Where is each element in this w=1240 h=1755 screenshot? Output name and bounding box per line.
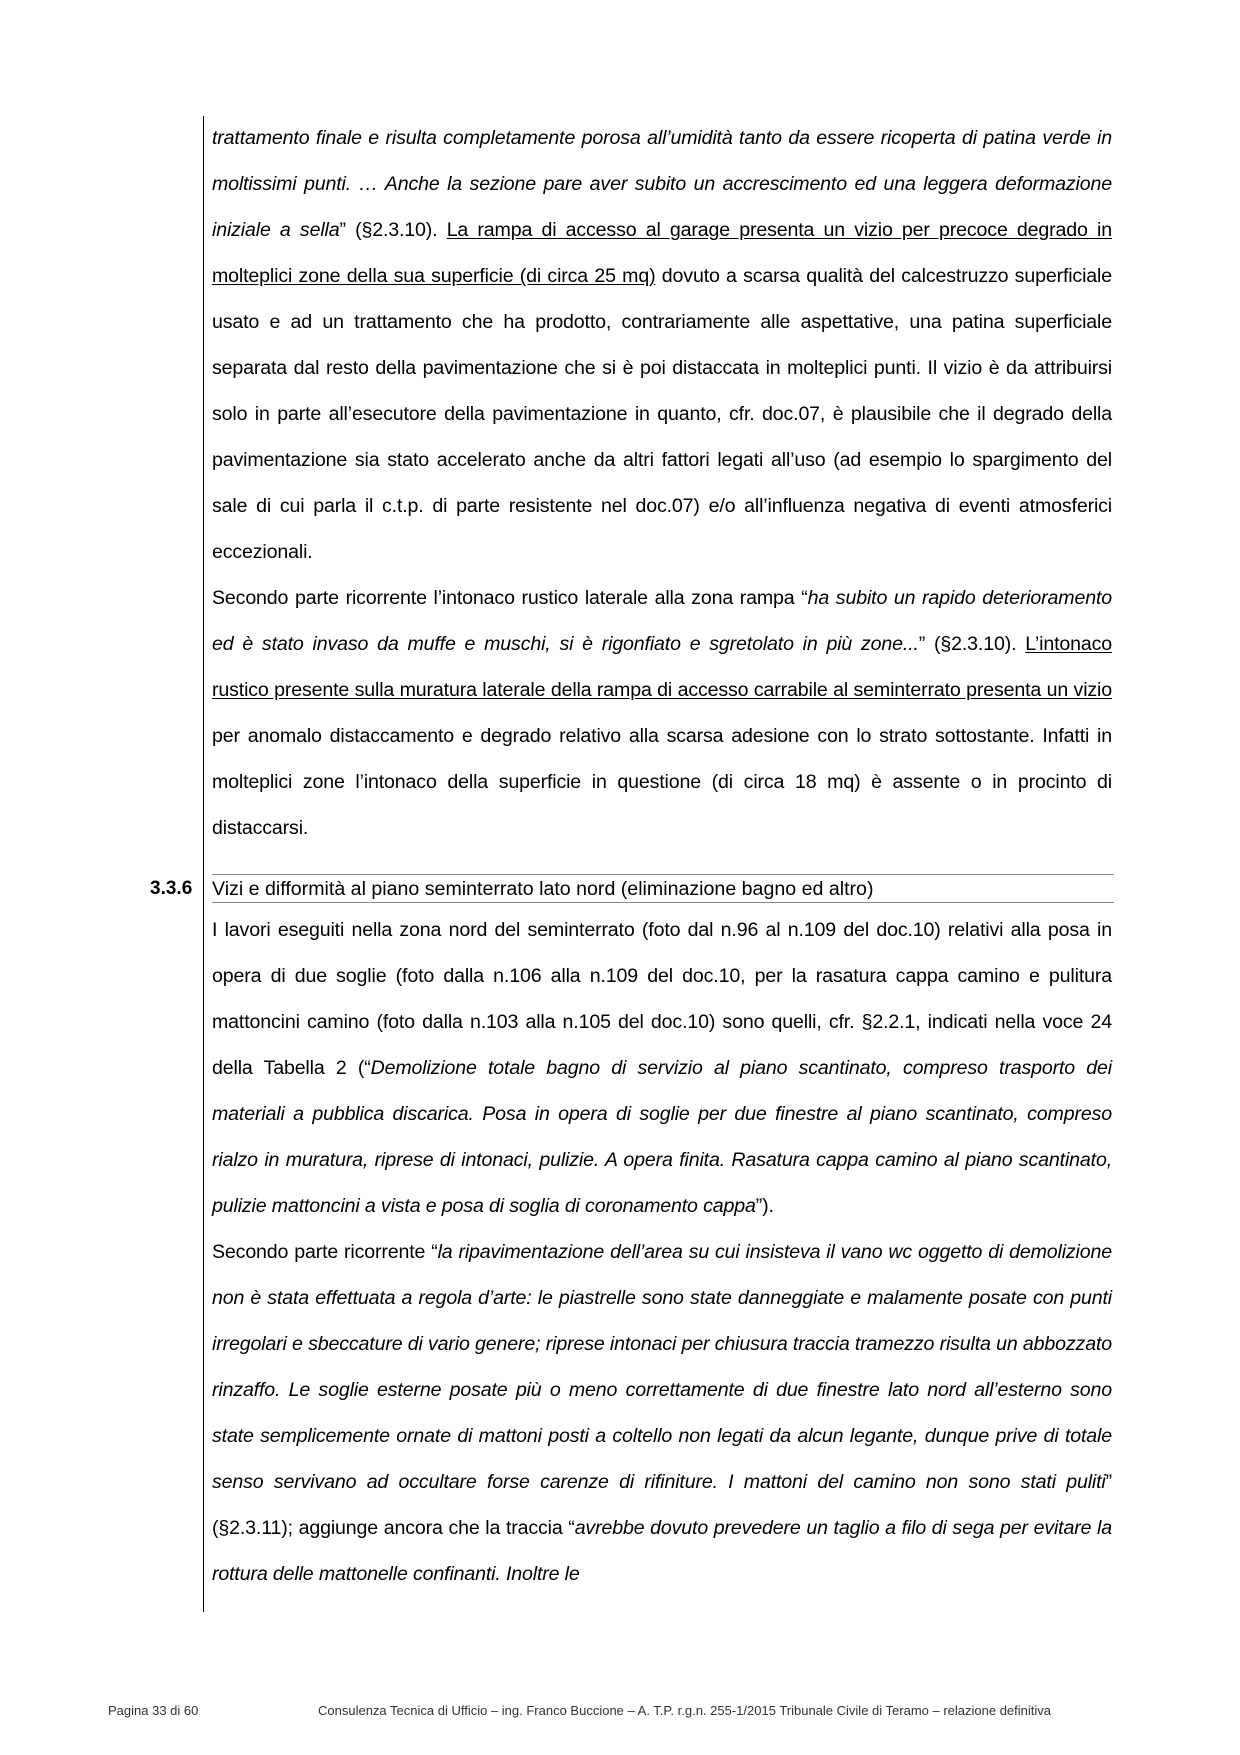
- footer-page-number: Pagina 33 di 60: [108, 1703, 199, 1718]
- quote-italic: ha subito un rapido deterioramento ed è stato invaso da muffe e muschi, si è rigonfiato e sgretolato in più zone...: [212, 587, 1113, 655]
- text-run: I lavori eseguiti nella zona nord del seminterrato (foto dal n.96 al n.109 del doc.10) relativi alla posa in opera di due soglie (foto dalla n.106 alla n.109 del doc.10, per la rasatura cappa camino e pulitura mattoncini camino (foto dalla n.103 alla n.105 del doc.10) sono quelli, cfr. §2.2.1, indicati nella voce 24 della Tabella 2 (“: [212, 919, 1112, 1079]
- section-rule-bottom: [212, 902, 1114, 903]
- paragraph-ricorrente: [212, 1229, 1112, 1597]
- text-run: ”).: [755, 1195, 774, 1217]
- text-run: Secondo parte ricorrente “: [212, 1241, 438, 1263]
- quote-italic: Demolizione totale bagno di servizio al piano scantinato, compreso trasporto dei materiali a pubblica discarica. Posa in opera di soglie per due finestre al piano scantinato, compreso rialzo in muratura, riprese di intonaci, pulizie. A opera finita. Rasatura cappa camino al piano scantinato, pulizie mattoncini a vista e posa di soglia di coronamento cappa: [212, 1057, 1112, 1217]
- footer-info: Consulenza Tecnica di Ufficio – ing. Franco Buccione – A. T.P. r.g.n. 255-1/2015 Tribunale Civile di Teramo – relazione definitiva: [318, 1703, 1052, 1718]
- section-rule-top: [212, 874, 1114, 875]
- underlined-statement: L’intonaco rustico presente sulla muratura laterale della rampa di accesso carrabile al seminterrato presenta un vizio: [212, 633, 1112, 701]
- paragraph-intonaco: [212, 575, 1112, 851]
- quote-italic: la ripavimentazione dell’area su cui insisteva il vano wc oggetto di demolizione non è stata effettuata a regola d’arte: le piastrelle sono state danneggiate e malamente posate con punti irregolari e sbeccature di vario genere; riprese intonaci per chiusura traccia tramezzo risulta un abbozzato rinzaffo. Le soglie esterne posate più o meno correttamente di due finestre lato nord all’esterno sono state semplicemente ornate di mattoni posti a coltello non legati da alcun legante, dunque prive di totale senso servivano ad occultare forse carenze di rifiniture. I mattoni del camino non sono stati puliti: [212, 1241, 1112, 1493]
- section-title: Vizi e difformità al piano seminterrato lato nord (eliminazione bagno ed altro): [212, 878, 874, 900]
- margin-rule: [203, 116, 204, 1612]
- underlined-statement: La rampa di accesso al garage presenta un vizio per precoce degrado in molteplici zone della sua superficie (di circa 25 mq): [212, 219, 1112, 287]
- text-run: dovuto a scarsa qualità del calcestruzzo superficiale usato e ad un trattamento che ha prodotto, contrariamente alle aspettative, una patina superficiale separata dal resto della pavimentazione che si è poi distaccata in molteplici punti. Il vizio è da attribuirsi solo in parte all’esecutore della pavimentazione in quanto, cfr. doc.07, è plausibile che il degrado della pavimentazione sia stato accelerato anche da altri fattori legati all’uso (ad esempio lo spargimento del sale di cui parla il c.t.p. di parte resistente nel doc.07) e/o all’influenza negativa di eventi atmosferici eccezionali.: [212, 265, 1112, 563]
- paragraph-rampa: [212, 115, 1112, 575]
- paragraph-lavori: [212, 907, 1112, 1229]
- quote-italic: avrebbe dovuto prevedere un taglio a filo di sega per evitare la rottura delle mattonelle confinanti. Inoltre le: [212, 1517, 1112, 1585]
- body-text-upper: [212, 115, 1112, 851]
- body-text-lower: [212, 907, 1112, 1597]
- citation: ” (§2.3.10).: [918, 633, 1026, 655]
- text-run: Secondo parte ricorrente l’intonaco rustico laterale alla zona rampa “: [212, 587, 808, 609]
- citation: ” (§2.3.11); aggiunge ancora che la traccia “: [212, 1471, 1112, 1539]
- quote-italic: trattamento finale e risulta completamente porosa all’umidità tanto da essere ricoperta di patina verde in moltissimi punti. … Anche la sezione pare aver subito un accrescimento ed una leggera deformazione iniziale a sella: [212, 127, 1112, 241]
- citation: ” (§2.3.10).: [339, 219, 447, 241]
- text-run: per anomalo distaccamento e degrado relativo alla scarsa adesione con lo strato sottostante. Infatti in molteplici zone l’intonaco della superficie in questione (di circa 18 mq) è assente o in procinto di distaccarsi.: [212, 725, 1112, 839]
- section-number: 3.3.6: [150, 878, 193, 899]
